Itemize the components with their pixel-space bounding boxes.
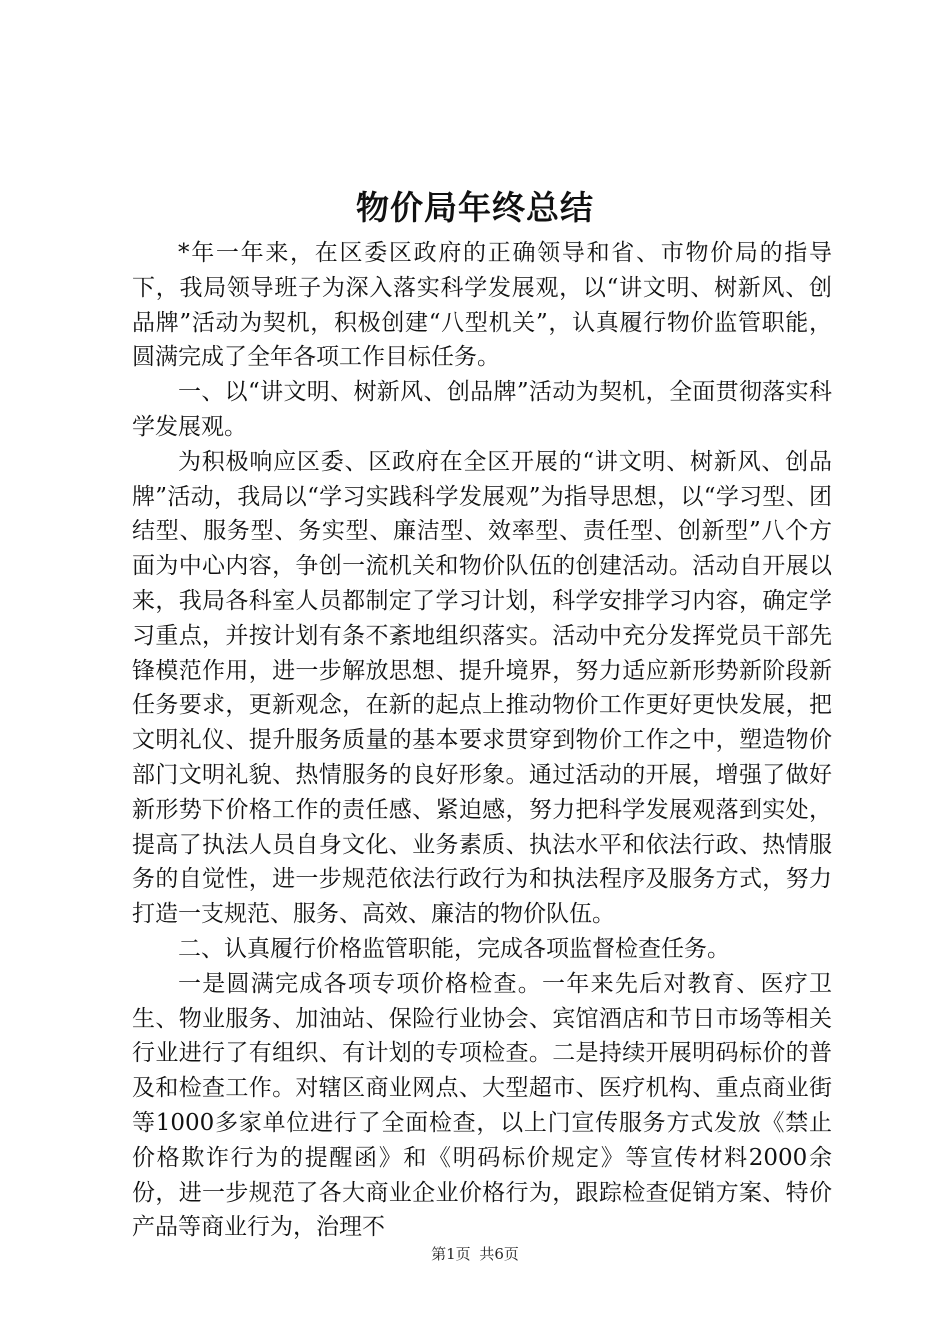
paragraph-section-1: 为积极响应区委、区政府在全区开展的“讲文明、树新风、创品牌”活动，我局以“学习实践科学发展观”为指导思想，以“学习型、团结型、服务型、务实型、廉洁型、效率型、责任型、创新型”八个方面为中心内容，争创一流机关和物价队伍的创建活动。活动自开展以来，我局各科室人员都制定了学习计划，科学安排学习内容，确定学习重点，并按计划有条不紊地组织落实。活动中充分发挥党员干部先锋模范作用，进一步解放思想、提升境界，努力适应新形势新阶段新任务要求，更新观念，在新的起点上推动物价工作更好更快发展，把文明礼仪、提升服务质量的基本要求贯穿到物价工作之中，塑造物价部门文明礼貌、热情服务的良好形象。通过活动的开展，增强了做好新形势下价格工作的责任感、紧迫感，努力把科学发展观落到实处，提高了执法人员自身文化、业务素质、执法水平和依法行政、热情服务的自觉性，进一步规范依法行政行为和执法程序及服务方式，努力打造一支规范、服务、高效、廉洁的物价队伍。 <box>132 448 832 928</box>
paragraph-section-2: 一是圆满完成各项专项价格检查。一年来先后对教育、医疗卫生、物业服务、加油站、保险行业协会、宾馆酒店和节日市场等相关行业进行了有组织、有计划的专项检查。二是持续开展明码标价的普及和检查工作。对辖区商业网点、大型超市、医疗机构、重点商业街等1000多家单位进行了全面检查，以上门宣传服务方式发放《禁止价格欺诈行为的提醒函》和《明码标价规定》等宣传材料2000余份，进一步规范了各大商业企业价格行为，跟踪检查促销方案、特价产品等商业行为，治理不 <box>132 970 832 1241</box>
document-body <box>132 236 832 1245</box>
page-footer <box>0 1243 950 1264</box>
section-heading-1: 一、以“讲文明、树新风、创品牌”活动为契机，全面贯彻落实科学发展观。 <box>132 379 832 440</box>
page-number: 第1页 <box>431 1245 471 1263</box>
paragraph-intro: *年一年来，在区委区政府的正确领导和省、市物价局的指导下，我局领导班子为深入落实科学发展观，以“讲文明、树新风、创品牌”活动为契机，积极创建“八型机关”，认真履行物价监管职能，圆满完成了全年各项工作目标任务。 <box>132 240 832 371</box>
section-heading-2: 二、认真履行价格监管职能，完成各项监督检查任务。 <box>178 935 730 962</box>
page-total: 共6页 <box>479 1245 519 1263</box>
document-title: 物价局年终总结 <box>356 188 594 227</box>
